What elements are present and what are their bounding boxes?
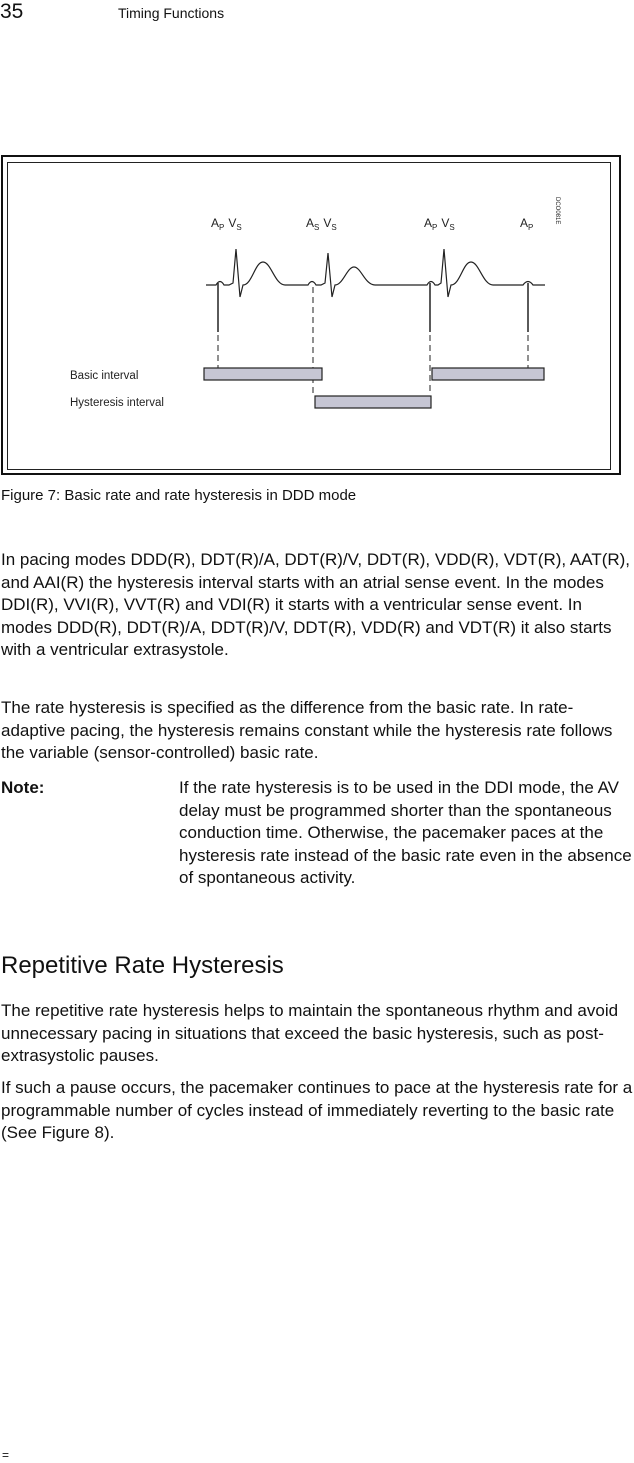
event-label-4: $A_P$ <box>520 216 534 232</box>
hysteresis-interval-bar <box>315 396 431 408</box>
event-label-3: $A_P$ $V_S$ <box>424 216 455 232</box>
page-number: 35 <box>0 0 24 23</box>
basic-interval-bar-1 <box>204 368 322 380</box>
note-label: Note: <box>1 778 45 797</box>
paragraph-repetitive-pause: If such a pause occurs, the pacemaker continues to pace at the hysteresis rate for a programmable number of cycles instead of immediately reverting to the basic rate (See Figure 8). <box>1 1078 633 1142</box>
paragraph-rate-hysteresis: The rate hysteresis is specified as the difference from the basic rate. In rate-adaptive pacing, the hysteresis remains constant while the hysteresis rate follows the variable (sensor-controlled) basic rate. <box>1 698 613 762</box>
event-label-1: $A_P$ $V_S$ <box>211 216 242 232</box>
figure-caption: Figure 7: Basic rate and rate hysteresis in DDD mode <box>1 487 357 504</box>
running-header: Timing Functions <box>118 5 225 21</box>
note-text: If the rate hysteresis is to be used in the DDI mode, the AV delay must be programmed shorter than the spontaneous conduction time. Otherwise, the pacemaker paces at the hysteresis rate instead of the basic rate even in the absence of spontaneous activity. <box>179 778 632 887</box>
basic-interval-bar-2 <box>432 368 544 380</box>
event-label-2: $A_S$ $V_S$ <box>306 216 337 232</box>
basic-interval-label: Basic interval <box>70 370 139 382</box>
ecg-trace <box>206 249 545 297</box>
footer-mark: = <box>2 1448 10 1462</box>
hysteresis-interval-label: Hysteresis interval <box>70 397 164 409</box>
figure-frame <box>1 155 621 475</box>
paragraph-hysteresis-start: In pacing modes DDD(R), DDT(R)/A, DDT(R)/V, DDT(R), VDD(R), VDT(R), AAT(R), and AAI(R) the hysteresis interval starts with an atrial sense event. In the modes DDI(R), VVI(R), VVT(R) and VDI(R) it starts with a ventricular sense event. In modes DDD(R), DDT(R)/A, DDT(R)/V, DDT(R), VDD(R) and VDT(R) it also starts with a ventricular extrasystole. <box>1 550 631 659</box>
timing-diagram <box>3 157 619 473</box>
figure-code: DCO081E <box>554 197 560 225</box>
section-heading: Repetitive Rate Hysteresis <box>1 952 284 979</box>
paragraph-repetitive-intro: The repetitive rate hysteresis helps to maintain the spontaneous rhythm and avoid unnecessary pacing in situations that exceed the basic hysteresis, such as post-extrasystolic pauses. <box>1 1001 619 1065</box>
